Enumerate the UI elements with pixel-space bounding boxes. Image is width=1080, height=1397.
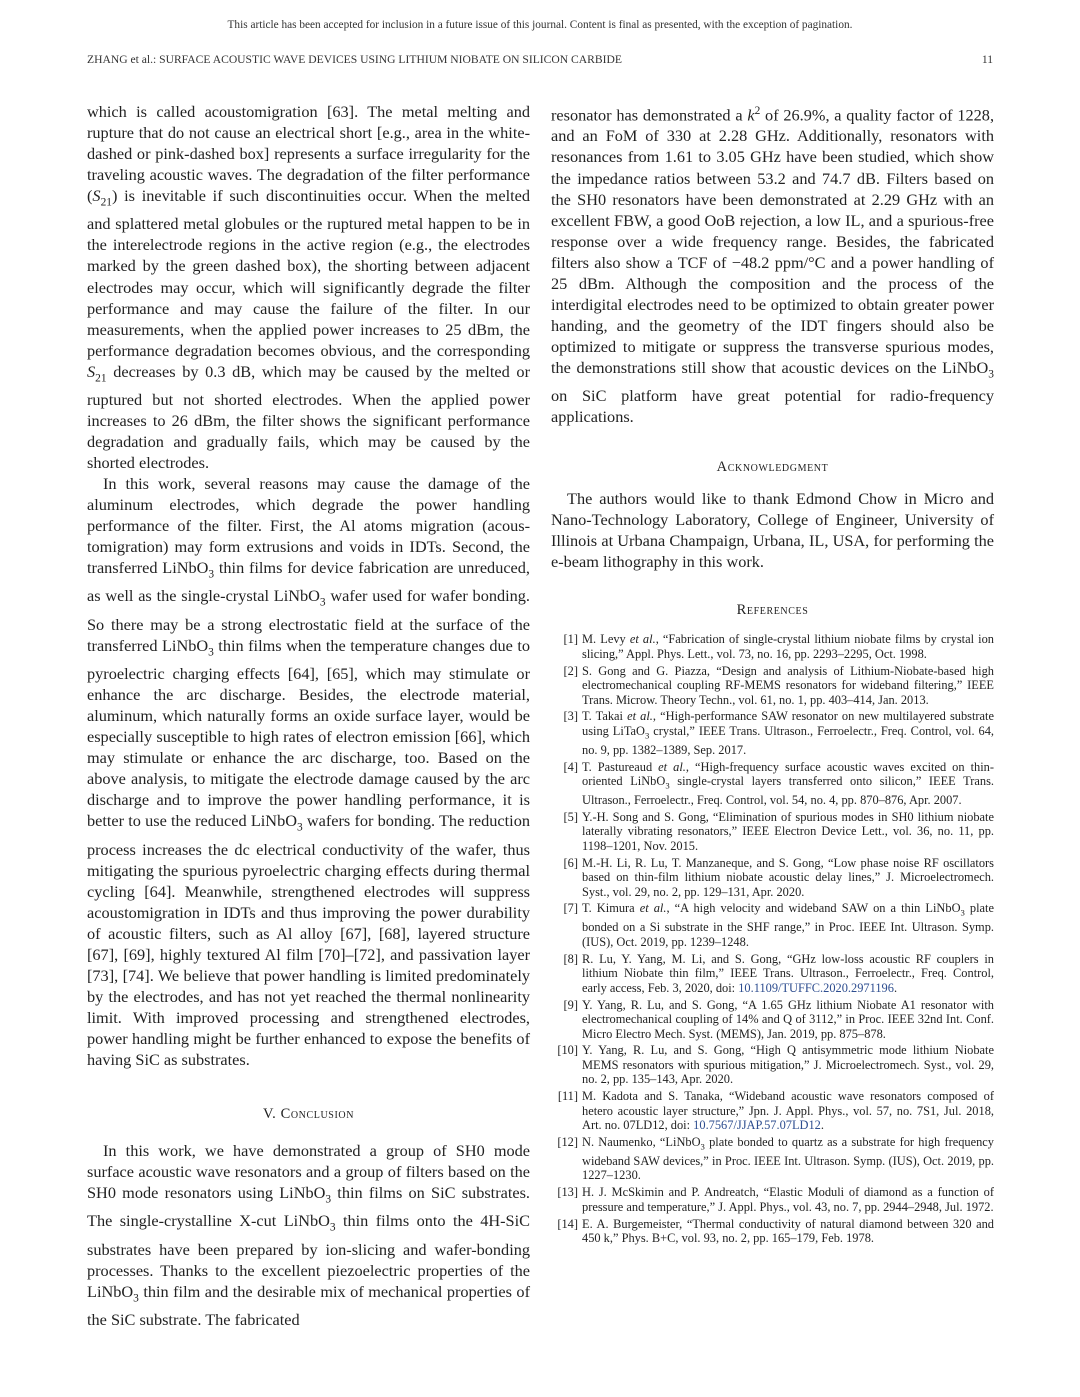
reference-text: Y.-H. Song and S. Gong, “Elimination of spurious modes in SH0 lithium niobate laterally vibrating resonators,” IEEE Electron Device Lett., vol. 36, no. 11, pp. 1198–1201, Nov. 2015. — [582, 809, 994, 853]
reference-item — [551, 1135, 994, 1183]
reference-number: [5] — [563, 809, 578, 824]
running-head-title: ZHANG et al.: SURFACE ACOUSTIC WAVE DEVICES USING LITHIUM NIOBATE ON SILICON CARBIDE — [87, 53, 622, 66]
reference-text: S. Gong and G. Piazza, “Design and analysis of Lithium-Niobate-based high electromechanical coupling RF-MEMS resonators for wideband filtering,” IEEE Trans. Microw. Theory Techn., vol. 61, no. 1, pp. 403–414, Jan. 2013. — [582, 663, 994, 707]
reference-item: [11] M. Kadota and S. Tanaka, “Wideband acoustic wave resonators composed of hetero acoustic layer structure,” Jpn. J. Appl. Phys., vol. 57, no. 7S1, Jul. 2018, Art. no. 07LD12, doi: 10.7567/JJAP.57.07LD12. — [551, 1089, 994, 1133]
reference-number: [4] — [563, 759, 578, 774]
acknowledgment-text: The authors would like to thank Edmond Chow in Micro and Nano-Technology Laboratory, College of Engineer, University of Illinois at Urbana Champaign, Urbana, IL, USA, for performing the e-beam lithography in this work. — [551, 489, 994, 572]
reference-number: [3] — [563, 709, 578, 724]
reference-number: [13] — [557, 1185, 578, 1200]
section-heading-references: References — [736, 602, 809, 619]
section-heading-conclusion: V. Conclusion — [262, 1105, 355, 1122]
right-column — [551, 101, 994, 1248]
reference-text: N. Naumenko, “LiNbO$_3$ plate bonded to quartz as a substrate for high frequency wideband SAW devices,” in Proc. IEEE Int. Ultrason. Symp. (IUS), Oct. 2019, pp. 1227–1230. — [582, 1134, 994, 1183]
reference-text: H. J. McSkimin and P. Andreatch, “Elastic Moduli of diamond as a function of pressure and temperature,” J. Appl. Phys., vol. 43, no. 7, pp. 2944–2948, Jul. 1972. — [582, 1185, 994, 1214]
reference-item — [551, 632, 994, 661]
reference-list — [551, 632, 994, 1245]
doi-link[interactable]: 10.1109/TUFFC.2020.2971196 — [738, 980, 894, 995]
reference-number: [11] — [557, 1089, 578, 1104]
reference-item — [551, 1217, 994, 1246]
reference-item — [551, 810, 994, 854]
reference-number: [6] — [563, 855, 578, 870]
reference-text: R. Lu, Y. Yang, M. Li, and S. Gong, “GHz low-loss acoustic RF couplers in lithium Niobate thin film,” IEEE Trans. Ultrason., Ferroelectr., Freq. Control, early access, Feb. 3, 2020, doi: — [582, 951, 994, 995]
reference-item — [551, 901, 994, 949]
reference-text: T. Pastureaud et al., “High-frequency surface acoustic waves excited on thin-oriented LiNbO$_3$ single-crystal layers transferred onto silicon,” IEEE Trans. Ultrason., Ferroelectr., Freq. Control, vol. 54, no. 4, pp. 870–876, Apr. 2007. — [582, 759, 995, 808]
acceptance-notice: This article has been accepted for inclusion in a future issue of this journal. Content is final as presented, with the exception of pagination. — [227, 19, 853, 31]
body-paragraph: In this work, several reasons may cause the damage of the aluminum electrodes, which degrade the power handling performance of the filter. First, the Al atoms migration (acoustomigration) may form extrusions and voids in IDTs. Second, the transferred LiNbO$_3$ thin films for device fabrication are unreduced, as well as the single-crystal LiNbO$_3$ wafer used for wafer bonding. So there may be a strong electrostatic field at the surface of the transferred LiNbO$_3$ thin films when the temperature changes due to pyroelectric charging effects [64], [65], which may stimulate or enhance the arc discharge. Besides, the electrode material, aluminum, which naturally forms an oxide surface layer, would be especially susceptible to high rates of electron emission [66], which may stimulate or enhance the arc discharge, too. Based on the above analysis, to mitigate the electrode damage caused by the arc discharge and to improve the power handling performance, it is better to use the reduced LiNbO$_3$ wafers for bonding. The reduction process increases the dc electrical conductivity of the wafer, thus mitigating the spurious pyroelectric charging effects during thermal cycling [64]. Meanwhile, strengthened electrodes will suppress acoustomigration in IDTs and thus improving the power durability of acoustic filters, such as Al alloy [67], [68], layered structure [67], [69], highly textured Al film [70]–[72], and passivation layer [73], [74]. We believe that power handling is limited predominately by the electrodes, and has not yet reached the thermal nonlinearity limit. With improved processing and strengthened electrodes, power handling might be further enhanced to expose the benefits of having SiC as substrates. — [87, 474, 530, 1069]
section-heading-acknowledgment: Acknowledgment — [716, 459, 829, 476]
body-paragraph: In this work, we have demonstrated a group of SH0 mode surface acoustic wave resonators and a group of filters based on the SH0 mode resonators using LiNbO$_3$ thin films on SiC substrates. The single-crystalline X-cut LiNbO$_3$ thin films onto the 4H-SiC substrates have been prepared by ion-slicing and wafer-bonding processes. Thanks to the excellent piezoelectric properties of the LiNbO$_3$ thin film and the desirable mix of mechanical properties of the SiC substrate. The fabricated — [87, 1140, 530, 1329]
reference-number: [8] — [563, 951, 578, 966]
reference-text: E. A. Burgemeister, “Thermal conductivity of natural diamond between 320 and 450 k,” Phys. B+C, vol. 93, no. 2, pp. 165–179, Feb. 1978. — [582, 1216, 994, 1245]
reference-text: M.-H. Li, R. Lu, T. Manzaneque, and S. Gong, “Low phase noise RF oscillators based on thin-film lithium niobate acoustic delay lines,” J. Microelectromech. Syst., vol. 29, no. 2, pp. 129–131, Apr. 2020. — [582, 855, 994, 899]
reference-item — [551, 760, 994, 808]
doi-link[interactable]: 10.7567/JJAP.57.07LD12 — [693, 1118, 821, 1133]
reference-item — [551, 1185, 994, 1214]
reference-number: [2] — [563, 663, 578, 678]
body-paragraph: resonator has demonstrated a $k^2$ of 26.9%, a quality factor of 1228, and an FoM of 330 at 2.28 GHz. Additionally, resonators with resonances from 1.61 to 3.05 GHz have been studied, which show the impedance ratios between 53.2 and 74.7 dB. Filters based on the SH0 resonators have been demonstrated at 2.29 GHz with an excellent FBW, a good OoB rejection, a low IL, and a spurious-free response over a wide frequency range. Besides, the fabricated filters also show a TCF of −48.2 ppm/°C and a power handling of 25 dBm. Although the composition and the process of the interdigital electrodes need to be optimized to obtain greater power handing, and the geometry of the IDT fingers should also be optimized to mitigate or suppress the transverse spurious modes, the demonstrations still show that acoustic devices on the LiNbO$_3$ on SiC platform have great potential for radio-frequency applications. — [551, 105, 995, 427]
reference-text: Y. Yang, R. Lu, and S. Gong, “High Q antisymmetric mode lithium Niobate MEMS resonators with spurious mitigation,” J. Microelectromech. Syst., vol. 29, no. 2, pp. 135–143, Apr. 2020. — [582, 1043, 994, 1087]
reference-text: Y. Yang, R. Lu, and S. Gong, “A 1.65 GHz lithium Niobate A1 resonator with electromechanical coupling of 14% and Q of 3112,” in Proc. IEEE 32nd Int. Conf. Micro Electro Mech. Syst. (MEMS), Jan. 2019, pp. 875–878. — [582, 997, 994, 1041]
reference-number: [10] — [557, 1043, 578, 1058]
left-column — [87, 101, 530, 1330]
running-head — [87, 53, 993, 69]
reference-text: M. Kadota and S. Tanaka, “Wideband acoustic wave resonators composed of hetero acoustic layer structure,” Jpn. J. Appl. Phys., vol. 57, no. 7S1, Jul. 2018, Art. no. 07LD12, doi: — [582, 1089, 994, 1133]
reference-item — [551, 709, 994, 757]
page-number: 11 — [981, 53, 993, 66]
reference-item — [551, 998, 994, 1042]
reference-number: [7] — [563, 901, 578, 916]
reference-text: M. Levy et al., “Fabrication of single-crystal lithium niobate films by crystal ion slicing,” Appl. Phys. Lett., vol. 73, no. 16, pp. 2293–2295, Oct. 1998. — [582, 632, 994, 661]
reference-item: [8] R. Lu, Y. Yang, M. Li, and S. Gong, “GHz low-loss acoustic RF couplers in lithium Niobate thin film,” IEEE Trans. Ultrason., Ferroelectr., Freq. Control, early access, Feb. 3, 2020, doi: 10.1109/TUFFC.2020.2971196. — [551, 952, 994, 996]
reference-number: [14] — [557, 1216, 578, 1231]
reference-item — [551, 664, 994, 708]
reference-number: [1] — [563, 632, 578, 647]
reference-item — [551, 856, 994, 900]
body-paragraph: which is called acoustomigration [63]. The metal melting and rupture that do not cause an electrical short [e.g., area in the white-dashed or pink-dashed box] represents a surface irregularity for the traveling acoustic waves. The degradation of the filter performance $(S_{21})$ is inevitable if such discontinuities occur. When the melted and splattered metal globules or the ruptured metal happen to be in the interelectrode regions in the active region (e.g., the electrodes marked by the green dashed box), the shorting between adjacent electrodes may occur, which will significantly degrade the filter performance and may cause the failure of the filter. In our measurements, when the applied power increases to 25 dBm, the performance degradation becomes obvious, and the corresponding $S_{21}$ decreases by 0.3 dB, which may be caused by the melted or ruptured but not shorted electrodes. When the applied power increases to 26 dBm, the filter shows the significant performance degradation and gradually fails, which may be caused by the shorted electrodes. — [87, 102, 530, 472]
reference-text: T. Kimura et al., “A high velocity and wideband SAW on a thin LiNbO$_3$ plate bonded on a Si substrate in the SHF range,” in Proc. IEEE Int. Ultrason. Symp. (IUS), Oct. 2019, pp. 1239–1248. — [582, 901, 994, 949]
reference-text: T. Takai et al., “High-performance SAW resonator on new multilayered substrate using LiTaO$_3$ crystal,” IEEE Trans. Ultrason., Ferroelectr., Freq. Control, vol. 64, no. 9, pp. 1382–1389, Sep. 2017. — [582, 709, 995, 757]
reference-number: [9] — [563, 997, 578, 1012]
reference-item — [551, 1043, 994, 1087]
reference-number: [12] — [557, 1134, 578, 1149]
